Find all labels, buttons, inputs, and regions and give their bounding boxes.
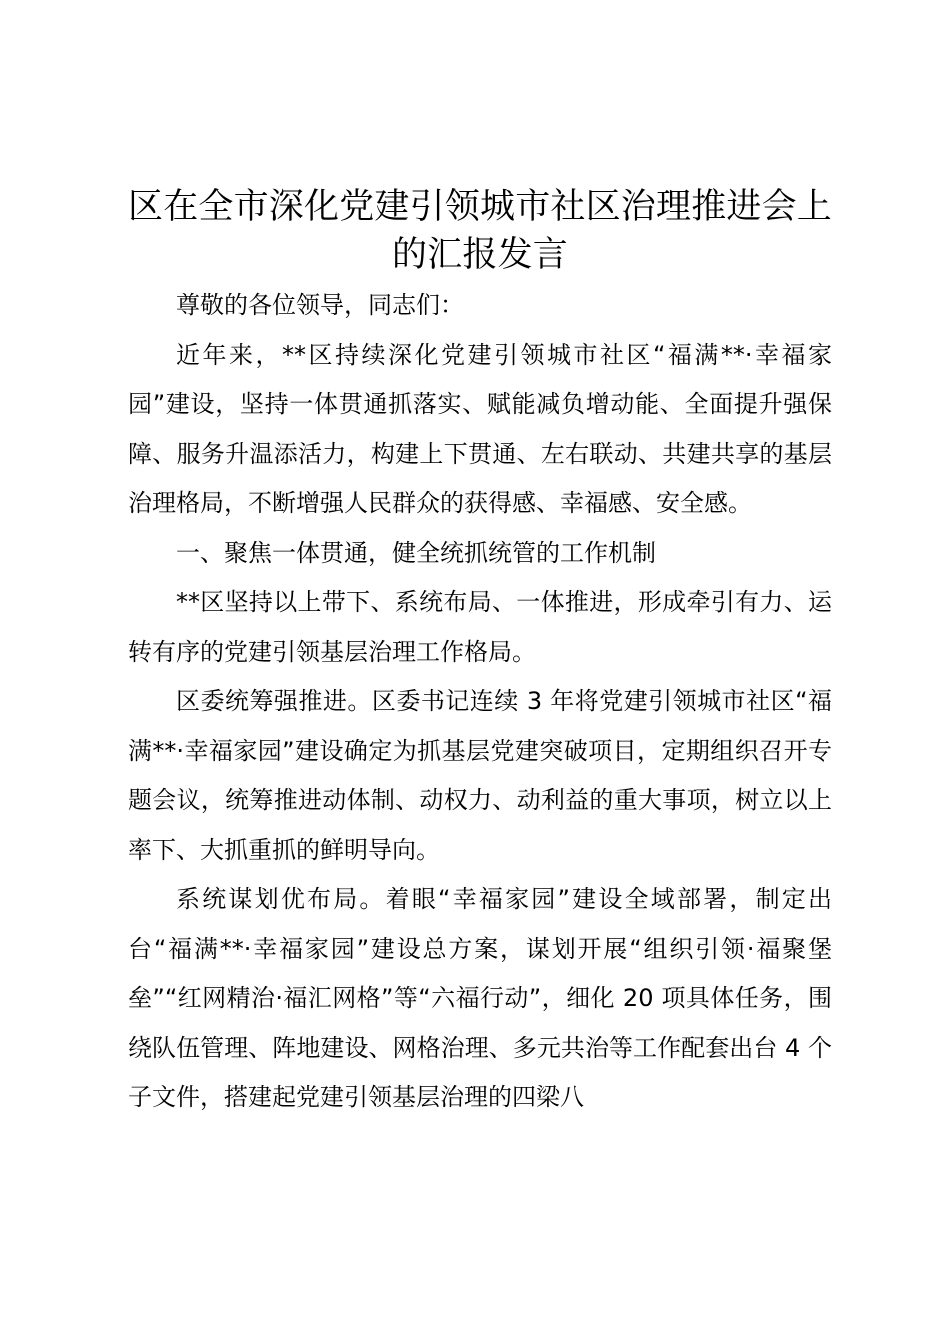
- document-page: [128, 183, 832, 1123]
- section-1-paragraph-1: **区坚持以上带下、系统布局、一体推进，形成牵引有力、运转有序的党建引领基层治理工作格局。: [128, 588, 832, 666]
- document-title: [128, 183, 832, 279]
- section-1-paragraph-3: 系统谋划优布局。着眼“幸福家园”建设全域部署，制定出台“福满**·幸福家园”建设总方案，谋划开展“组织引领·福聚堡垒”“红网精治·福汇网格”等“六福行动”，细化 20 项具体任务，围绕队伍管理、阵地建设、网格治理、多元共治等工作配套出台 4 个子文件，搭建起党建引领基层治理的四梁八: [128, 885, 832, 1111]
- intro-paragraph: 近年来，**区持续深化党建引领城市社区“福满**·幸福家园”建设，坚持一体贯通抓落实、赋能减负增动能、全面提升强保障、服务升温添活力，构建上下贯通、左右联动、共建共享的基层治理格局，不断增强人民群众的获得感、幸福感、安全感。: [128, 340, 832, 517]
- section-1-paragraph-2: 区委统筹强推进。区委书记连续 3 年将党建引领城市社区“福满**·幸福家园”建设确定为抓基层党建突破项目，定期组织召开专题会议，统筹推进动体制、动权力、动利益的重大事项，树立以上率下、大抓重抓的鲜明导向。: [128, 687, 832, 864]
- title-line-2: 的汇报发言: [391, 235, 568, 275]
- section-heading-1: 一、聚焦一体贯通，健全统抓统管的工作机制: [176, 538, 656, 567]
- title-line-1: 区在全市深化党建引领城市社区治理推进会上: [128, 187, 833, 227]
- salutation: 尊敬的各位领导，同志们：: [176, 291, 464, 319]
